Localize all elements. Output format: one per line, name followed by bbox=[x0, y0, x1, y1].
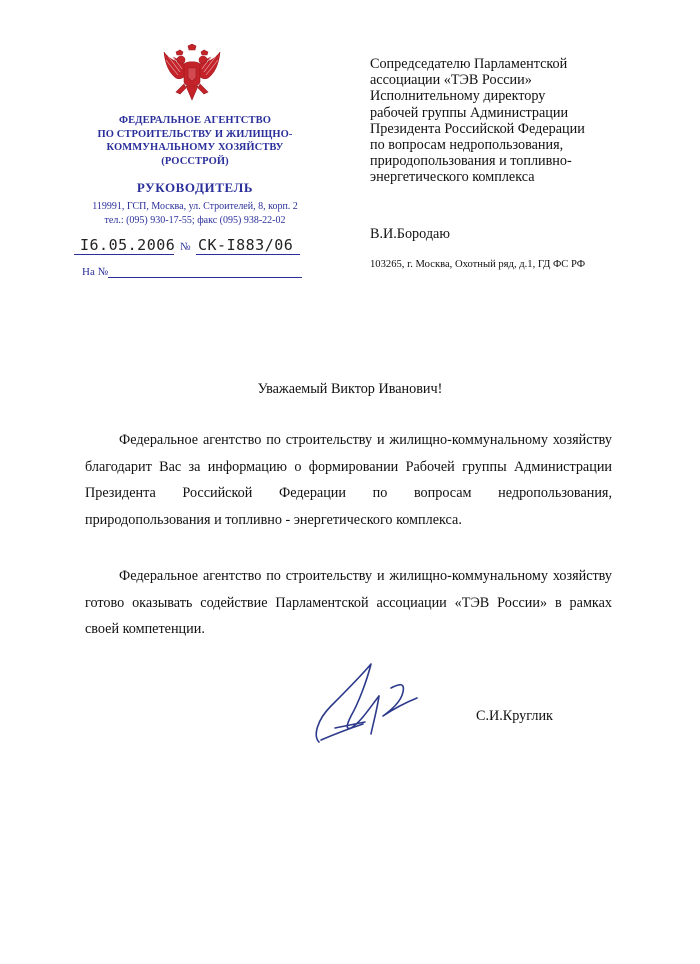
addressee-line: Президента Российской Федерации bbox=[370, 120, 585, 137]
reference-number-underline bbox=[108, 277, 302, 278]
body-paragraph-text: Федеральное агентство по строительству и жилищно-коммунальному хозяйству готово оказывать содействие Парламентской ассоциации «ТЭВ России» в рамках своей компетенции. bbox=[85, 568, 612, 637]
double-headed-eagle-emblem-icon bbox=[162, 44, 222, 108]
registration-date-underline bbox=[74, 254, 174, 255]
addressee-name: В.И.Бородаю bbox=[370, 226, 450, 242]
agency-line: ФЕДЕРАЛЬНОЕ АГЕНТСТВО bbox=[119, 115, 271, 126]
sender-address-line: тел.: (095) 930-17-55; факс (095) 938-22-02 bbox=[104, 215, 286, 226]
addressee-block bbox=[370, 56, 670, 186]
agency-line: ПО СТРОИТЕЛЬСТВУ И ЖИЛИЩНО- bbox=[97, 128, 293, 140]
registration-number: СК-I883/06 bbox=[198, 236, 294, 254]
agency-line: (РОССТРОЙ) bbox=[161, 155, 229, 167]
handwritten-signature bbox=[305, 658, 435, 748]
sender-role: РУКОВОДИТЕЛЬ bbox=[136, 180, 254, 195]
registration-number-label: № bbox=[180, 241, 191, 253]
registration-date: I6.05.2006 bbox=[80, 236, 176, 254]
body-paragraph bbox=[85, 563, 612, 643]
reference-number-label: На № bbox=[82, 266, 109, 278]
registration-number-underline bbox=[196, 254, 300, 255]
addressee-line: по вопросам недропользования, bbox=[370, 137, 564, 154]
addressee-line: рабочей группы Администрации bbox=[370, 104, 569, 121]
signer-name: С.И.Круглик bbox=[476, 708, 553, 724]
addressee-line: ассоциации «ТЭВ России» bbox=[370, 72, 532, 89]
body-paragraph bbox=[85, 427, 612, 533]
addressee-line: природопользования и топливно- bbox=[370, 153, 572, 170]
sender-address bbox=[60, 200, 330, 228]
addressee-line: Сопредседателю Парламентской bbox=[370, 56, 568, 72]
addressee-line: энергетического комплекса bbox=[370, 169, 535, 186]
greeting: Уважаемый Виктор Иванович! bbox=[257, 381, 443, 397]
agency-name bbox=[70, 114, 320, 168]
agency-line: КОММУНАЛЬНОМУ ХОЗЯЙСТВУ bbox=[106, 142, 284, 154]
addressee-line: Исполнительному директору bbox=[370, 88, 546, 105]
sender-address-line: 119991, ГСП, Москва, ул. Строителей, 8, корп. 2 bbox=[92, 201, 298, 212]
body-paragraph-text: Федеральное агентство по строительству и жилищно-коммунальному хозяйству благодарит Вас за информацию о формировании Рабочей группы Администрации Президента Российской Федерации по вопросам недропользования, природопользования и топливно - энергетического комплекса. bbox=[85, 432, 612, 528]
addressee-address: 103265, г. Москва, Охотный ряд, д.1, ГД ФС РФ bbox=[370, 259, 586, 270]
